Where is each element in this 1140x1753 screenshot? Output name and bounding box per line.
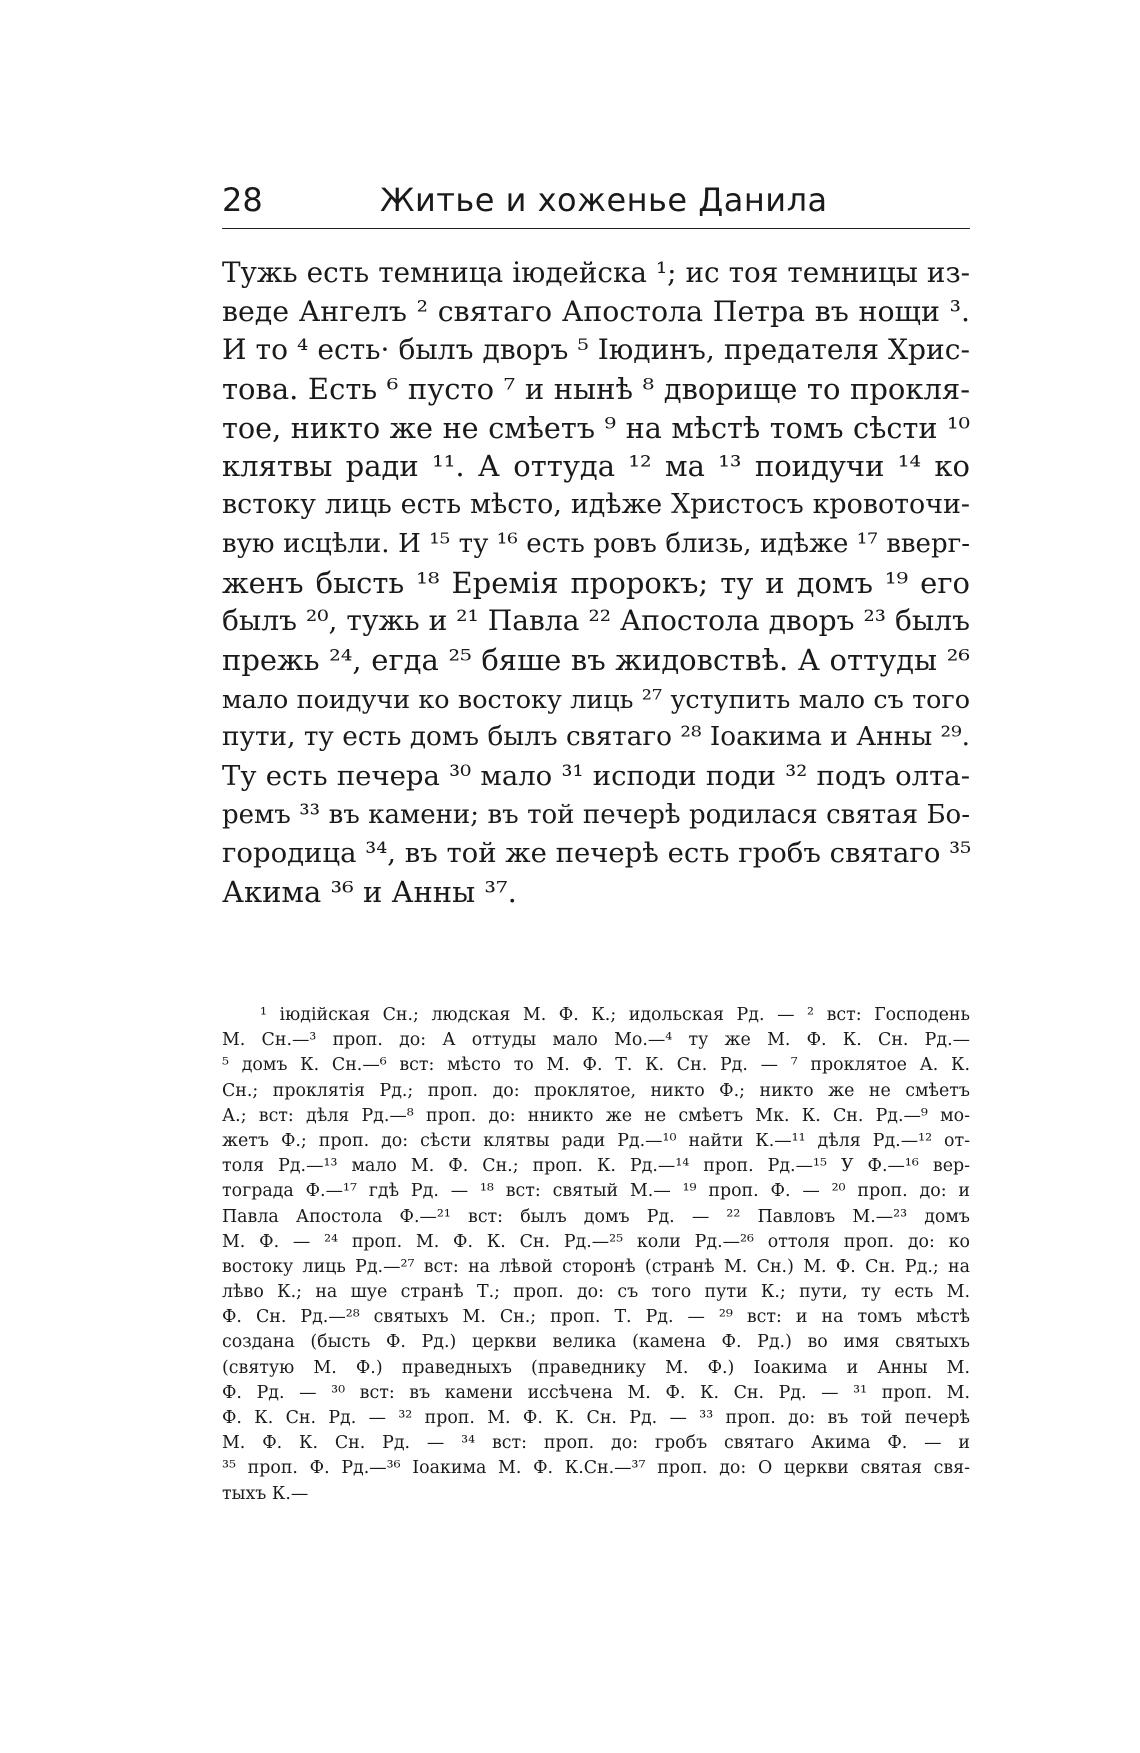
page-header bbox=[222, 180, 970, 229]
text-line: Акима ³⁶ и Анны ³⁷. bbox=[222, 875, 517, 909]
text-line: встоку лиць есть мѣсто, идѣже Христосъ кровоточи- bbox=[222, 489, 970, 521]
text-line: веде Ангелъ ² святаго Апостола Петра въ нощи ³. bbox=[222, 294, 970, 328]
text-line: женъ бысть ¹⁸ Еремія пророкъ; ту и домъ ¹⁹ его bbox=[222, 565, 970, 600]
footnote-line: лѣво К.; на шуе странѣ Т.; проп. до: съ того пути К.; пути, ту есть М. bbox=[222, 1282, 970, 1303]
footnote-line: востоку лиць Рд.—²⁷ вст: на лѣвой сторонѣ (странѣ М. Сн.) М. Ф. Сн. Рд.; на bbox=[222, 1256, 970, 1277]
footnote-line: ³⁵ проп. Ф. Рд.—³⁶ Іоакима М. Ф. К.Сн.—³⁷ проп. до: О церкви святая свя- bbox=[222, 1458, 970, 1479]
text-line: прежь ²⁴, егда ²⁵ бяше въ жидовствѣ. А оттуды ²⁶ bbox=[222, 642, 970, 677]
text-line: вую исцѣли. И ¹⁵ ту ¹⁶ есть ровъ близь, идѣже ¹⁷ вверг- bbox=[222, 528, 970, 559]
footnote-line: Ф. Сн. Рд.—²⁸ святыхъ М. Сн.; проп. Т. Рд. — ²⁹ вст: и на томъ мѣстѣ bbox=[222, 1307, 970, 1328]
footnote-line: Ф. Рд. — ³⁰ вст: въ камени иссѣчена М. Ф. К. Сн. Рд. — ³¹ проп. М. bbox=[222, 1382, 970, 1403]
footnote-line: тыхъ К.— bbox=[222, 1483, 309, 1504]
footnote-line: М. Ф. — ²⁴ проп. М. Ф. К. Сн. Рд.—²⁵ коли Рд.—²⁶ оттоля проп. до: ко bbox=[222, 1231, 970, 1252]
footnote-line: М. Ф. К. Сн. Рд. — ³⁴ вст: проп. до: гробъ святаго Акима Ф. — и bbox=[222, 1433, 970, 1454]
footnote-line: ¹ іюдійская Сн.; людская М. Ф. К.; идольская Рд. — ² вст: Господень bbox=[260, 1005, 970, 1025]
text-line: Ту есть печера ³⁰ мало ³¹ исподи поди ³² подъ олта- bbox=[222, 759, 970, 792]
text-line: тое, никто же не смѣетъ ⁹ на мѣстѣ томъ сѣсти ¹⁰ bbox=[222, 410, 970, 445]
footnote-line: толя Рд.—¹³ мало М. Ф. Сн.; проп. К. Рд.—¹⁴ проп. Рд.—¹⁵ У Ф.—¹⁶ вер- bbox=[222, 1156, 970, 1177]
text-line: городица ³⁴, въ той же печерѣ есть гробъ святаго ³⁵ bbox=[222, 837, 972, 870]
text-line: ремъ ³³ въ камени; въ той печерѣ родилася святая Бо- bbox=[222, 799, 970, 830]
footnote-line: тограда Ф.—¹⁷ гдѣ Рд. — ¹⁸ вст: святый М.— ¹⁹ проп. Ф. — ²⁰ проп. до: и bbox=[222, 1181, 970, 1202]
text-line: мало поидучи ко востоку лиць ²⁷ уступить мало съ того bbox=[222, 683, 970, 714]
footnote-line: М. Сн.—³ проп. до: А оттуды мало Мо.—⁴ ту же М. Ф. К. Сн. Рд.— bbox=[222, 1030, 970, 1051]
footnote-line: Ф. К. Сн. Рд. — ³² проп. М. Ф. К. Сн. Рд. — ³³ проп. до: въ той печерѣ bbox=[222, 1408, 970, 1428]
text-line: клятвы ради ¹¹. А оттуда ¹² ма ¹³ поидучи ¹⁴ ко bbox=[222, 449, 970, 484]
footnote-line: (святую М. Ф.) праведныхъ (праведнику М. Ф.) Іоакима и Анны М. bbox=[222, 1357, 970, 1378]
footnote-line: ⁵ домъ К. Сн.—⁶ вст: мѣсто то М. Ф. Т. К. Сн. Рд. — ⁷ проклятое А. К. bbox=[222, 1055, 970, 1076]
main-text-body bbox=[222, 254, 970, 912]
footnote-line: Павла Апостола Ф.—²¹ вст: былъ домъ Рд. — ²² Павловъ М.—²³ домъ bbox=[222, 1206, 970, 1227]
footnote-line: А.; вст: дѣля Рд.—⁸ проп. до: нникто же не смѣетъ Мк. К. Сн. Рд.—⁹ мо- bbox=[222, 1105, 970, 1126]
text-line: И то ⁴ есть· былъ дворъ ⁵ Іюдинъ, предателя Хрис- bbox=[222, 333, 970, 367]
text-line: былъ ²⁰, тужь и ²¹ Павла ²² Апостола дворъ ²³ былъ bbox=[222, 604, 970, 638]
page-number: 28 bbox=[222, 181, 263, 219]
text-line: пути, ту есть домъ былъ святаго ²⁸ Іоакима и Анны ²⁹. bbox=[222, 722, 970, 753]
footnote-line: жетъ Ф.; проп. до: сѣсти клятвы ради Рд.—¹⁰ найти К.—¹¹ дѣля Рд.—¹² от- bbox=[222, 1130, 970, 1151]
footnotes bbox=[222, 1003, 970, 1507]
text-line: това. Есть ⁶ пусто ⁷ и нынѣ ⁸ дворище то прокля- bbox=[222, 372, 970, 407]
running-title: Житье и хоженье Данила bbox=[380, 181, 828, 219]
text-line: Тужь есть темница іюдейска ¹; ис тоя темницы из- bbox=[222, 256, 970, 289]
footnote-line: Сн.; проклятія Рд.; проп. до: проклятое, никто Ф.; никто же не смѣетъ bbox=[222, 1080, 970, 1101]
footnote-line: создана (бысть Ф. Рд.) церкви велика (камена Ф. Рд.) во имя святыхъ bbox=[222, 1332, 970, 1353]
